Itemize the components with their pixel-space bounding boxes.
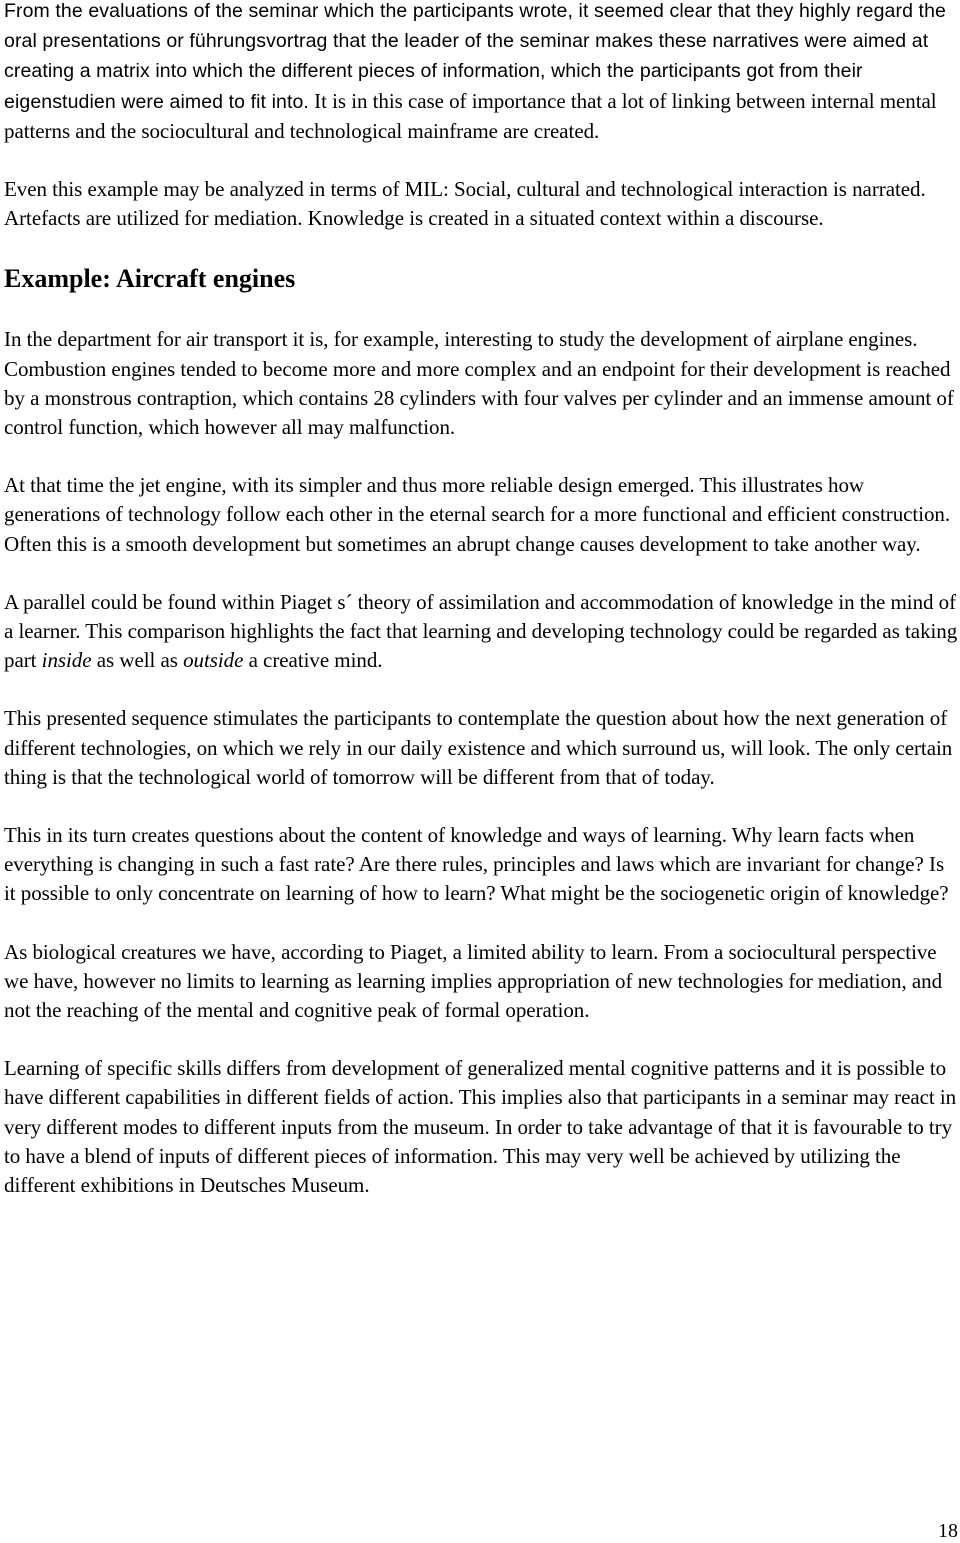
section-heading: Example: Aircraft engines xyxy=(4,264,296,294)
paragraph-seminar-evaluations-sans-part: From the evaluations of the seminar which the participants wrote, it seemed clear that they highly regard the oral presentations or führungsvortrag that the leader of the seminar makes these narratives were aimed at creating a matrix into which the different pieces of information, which the participants got from their eigenstudien were aimed to fit into. xyxy=(4,0,946,113)
document-page xyxy=(4,0,959,1200)
paragraph-piaget-parallel xyxy=(4,588,959,676)
piaget-text-a: A parallel could be found within Piaget s´ theory of assimilation and accommodation of knowledge in the mind of a learner. This comparison highlights the fact that learning and developing technology could be regarded as taking part xyxy=(4,589,958,673)
paragraph-mil-analysis: Even this example may be analyzed in terms of MIL: Social, cultural and technological interaction is narrated. Artefacts are utilized for mediation. Knowledge is created in a situated context within a discourse. xyxy=(4,177,926,231)
piaget-emphasis-inside: inside xyxy=(41,648,92,673)
paragraph-specific-skills: Learning of specific skills differs from development of generalized mental cognitive patterns and it is possible to have different capabilities in different fields of action. This implies also that participants in a seminar may react in very different modes to different inputs from the museum. In order to take advantage of that it is favourable to try to have a blend of inputs of different pieces of information. This may very well be achieved by utilizing the different exhibitions in Deutsches Museum. xyxy=(4,1056,957,1198)
page-number: 18 xyxy=(938,1520,958,1542)
paragraph-biological-creatures: As biological creatures we have, according to Piaget, a limited ability to learn. From a sociocultural perspective we have, however no limits to learning as learning implies appropriation of new technologies for mediation, and not the reaching of the mental and cognitive peak of formal operation. xyxy=(4,939,943,1023)
piaget-text-c: a creative mind. xyxy=(243,648,383,673)
paragraph-knowledge-questions: This in its turn creates questions about the content of knowledge and ways of learning. Why learn facts when everything is changing in such a fast rate? Are there rules, principles and laws which are invariant for change? Is it possible to only concentrate on learning of how to learn? What might be the sociogenetic origin of knowledge? xyxy=(4,823,949,906)
piaget-text-b: as well as xyxy=(91,648,184,673)
paragraph-seminar-evaluations-serif-part: It is in this case of importance that a lot of linking between internal mental patterns and the sociocultural and technological mainframe are created. xyxy=(4,88,937,143)
paragraph-jet-engine: At that time the jet engine, with its simpler and thus more reliable design emerged. This illustrates how generations of technology follow each other in the eternal search for a more functional and efficient construction. Often this is a smooth development but sometimes an abrupt change causes development to take another way. xyxy=(4,473,951,556)
paragraph-seminar-evaluations xyxy=(4,0,959,146)
paragraph-airplane-engines: In the department for air transport it is, for example, interesting to study the development of airplane engines. Combustion engines tended to become more and more complex and an endpoint for their development is reached by a monstrous contraption, which contains 28 cylinders with four valves per cylinder and an immense amount of control function, which however all may malfunction. xyxy=(4,327,954,440)
piaget-emphasis-outside: outside xyxy=(183,648,244,673)
paragraph-next-generation: This presented sequence stimulates the participants to contemplate the question about how the next generation of different technologies, on which we rely in our daily existence and which surround us, will look. The only certain thing is that the technological world of tomorrow will be different from that of today. xyxy=(4,706,953,789)
